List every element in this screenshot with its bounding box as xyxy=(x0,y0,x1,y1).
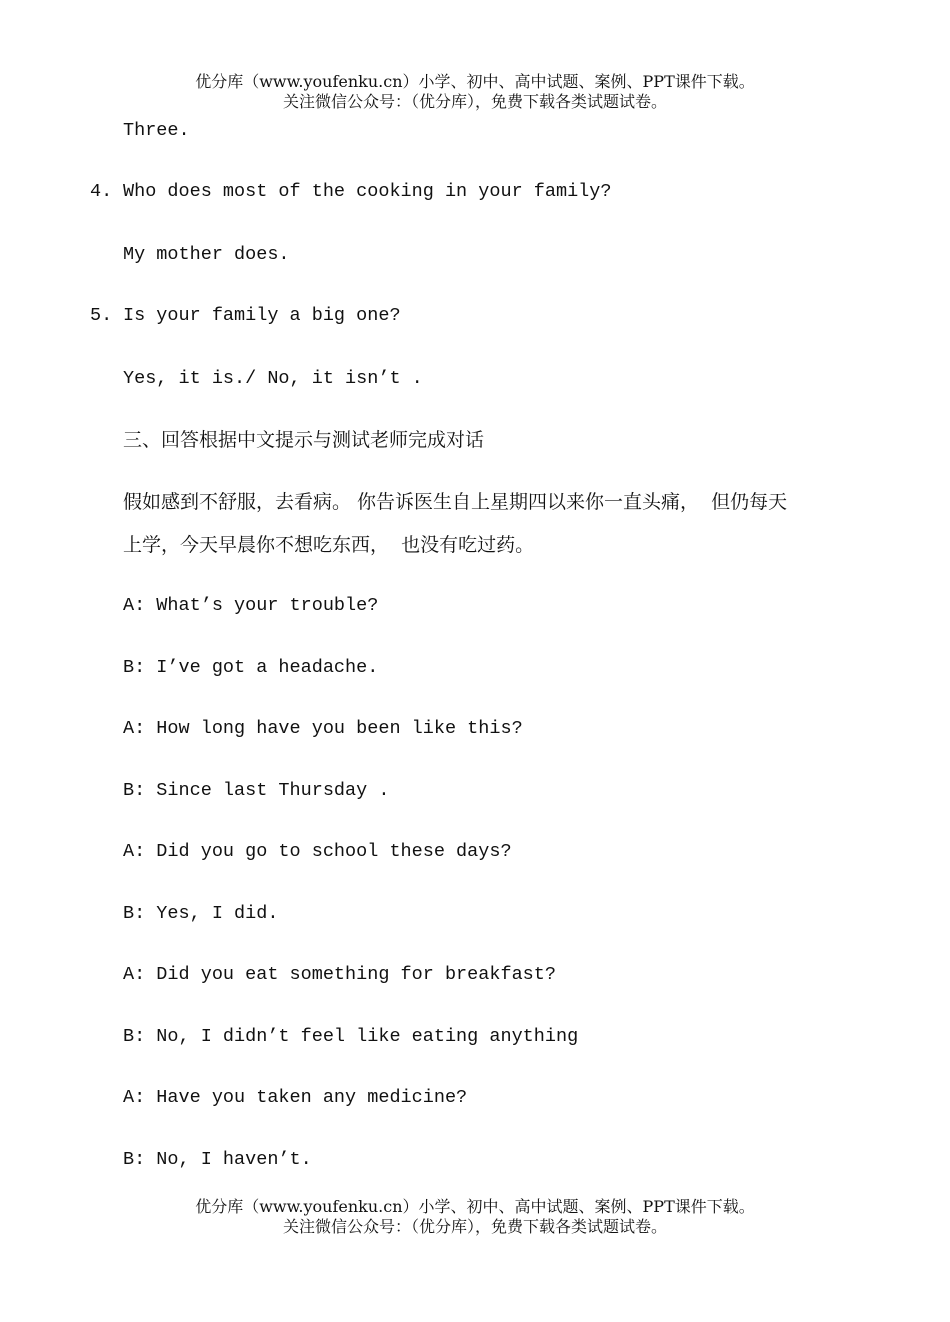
question-5-text: Is your family a big one? xyxy=(123,305,401,326)
section-3-title: 三、回答根据中文提示与测试老师完成对话 xyxy=(123,429,485,451)
dialogue-line: B: Since last Thursday . xyxy=(123,780,390,801)
dialogue-line: A: What’s your trouble? xyxy=(123,595,379,616)
question-4-number: 4. xyxy=(90,181,113,202)
dialogue-line: B: I’ve got a headache. xyxy=(123,657,379,678)
dialogue-line: B: Yes, I did. xyxy=(123,903,279,924)
dialogue-line: A: Did you go to school these days? xyxy=(123,841,512,862)
header-line-2: 关注微信公众号：（优分库），免费下载各类试题试卷。 xyxy=(282,92,667,111)
question-4-text: Who does most of the cooking in your family? xyxy=(123,181,612,202)
section-3-prompt-line-2: 上学，今天早晨你不想吃东西， 也没有吃过药。 xyxy=(123,534,535,556)
dialogue-line: A: Have you taken any medicine? xyxy=(123,1087,468,1108)
section-3-prompt-line-1: 假如感到不舒服，去看病。 你告诉医生自上星期四以来你一直头痛， 但仍每天 xyxy=(123,491,788,513)
footer-line-1: 优分库（www.youfenku.cn）小学、初中、高中试题、案例、PPT课件下载。 xyxy=(195,1197,755,1216)
footer-line-2: 关注微信公众号：（优分库），免费下载各类试题试卷。 xyxy=(282,1217,667,1236)
header-line-1: 优分库（www.youfenku.cn）小学、初中、高中试题、案例、PPT课件下载。 xyxy=(195,72,755,91)
dialogue-line: B: No, I haven’t. xyxy=(123,1149,312,1170)
dialogue-line: B: No, I didn’t feel like eating anything xyxy=(123,1026,579,1047)
dialogue-line: A: How long have you been like this? xyxy=(123,718,523,739)
answer-4: My mother does. xyxy=(123,244,290,265)
answer-3: Three. xyxy=(123,120,190,141)
answer-5: Yes, it is./ No, it isn’t . xyxy=(123,368,423,389)
dialogue-line: A: Did you eat something for breakfast? xyxy=(123,964,556,985)
question-5-number: 5. xyxy=(90,305,113,326)
